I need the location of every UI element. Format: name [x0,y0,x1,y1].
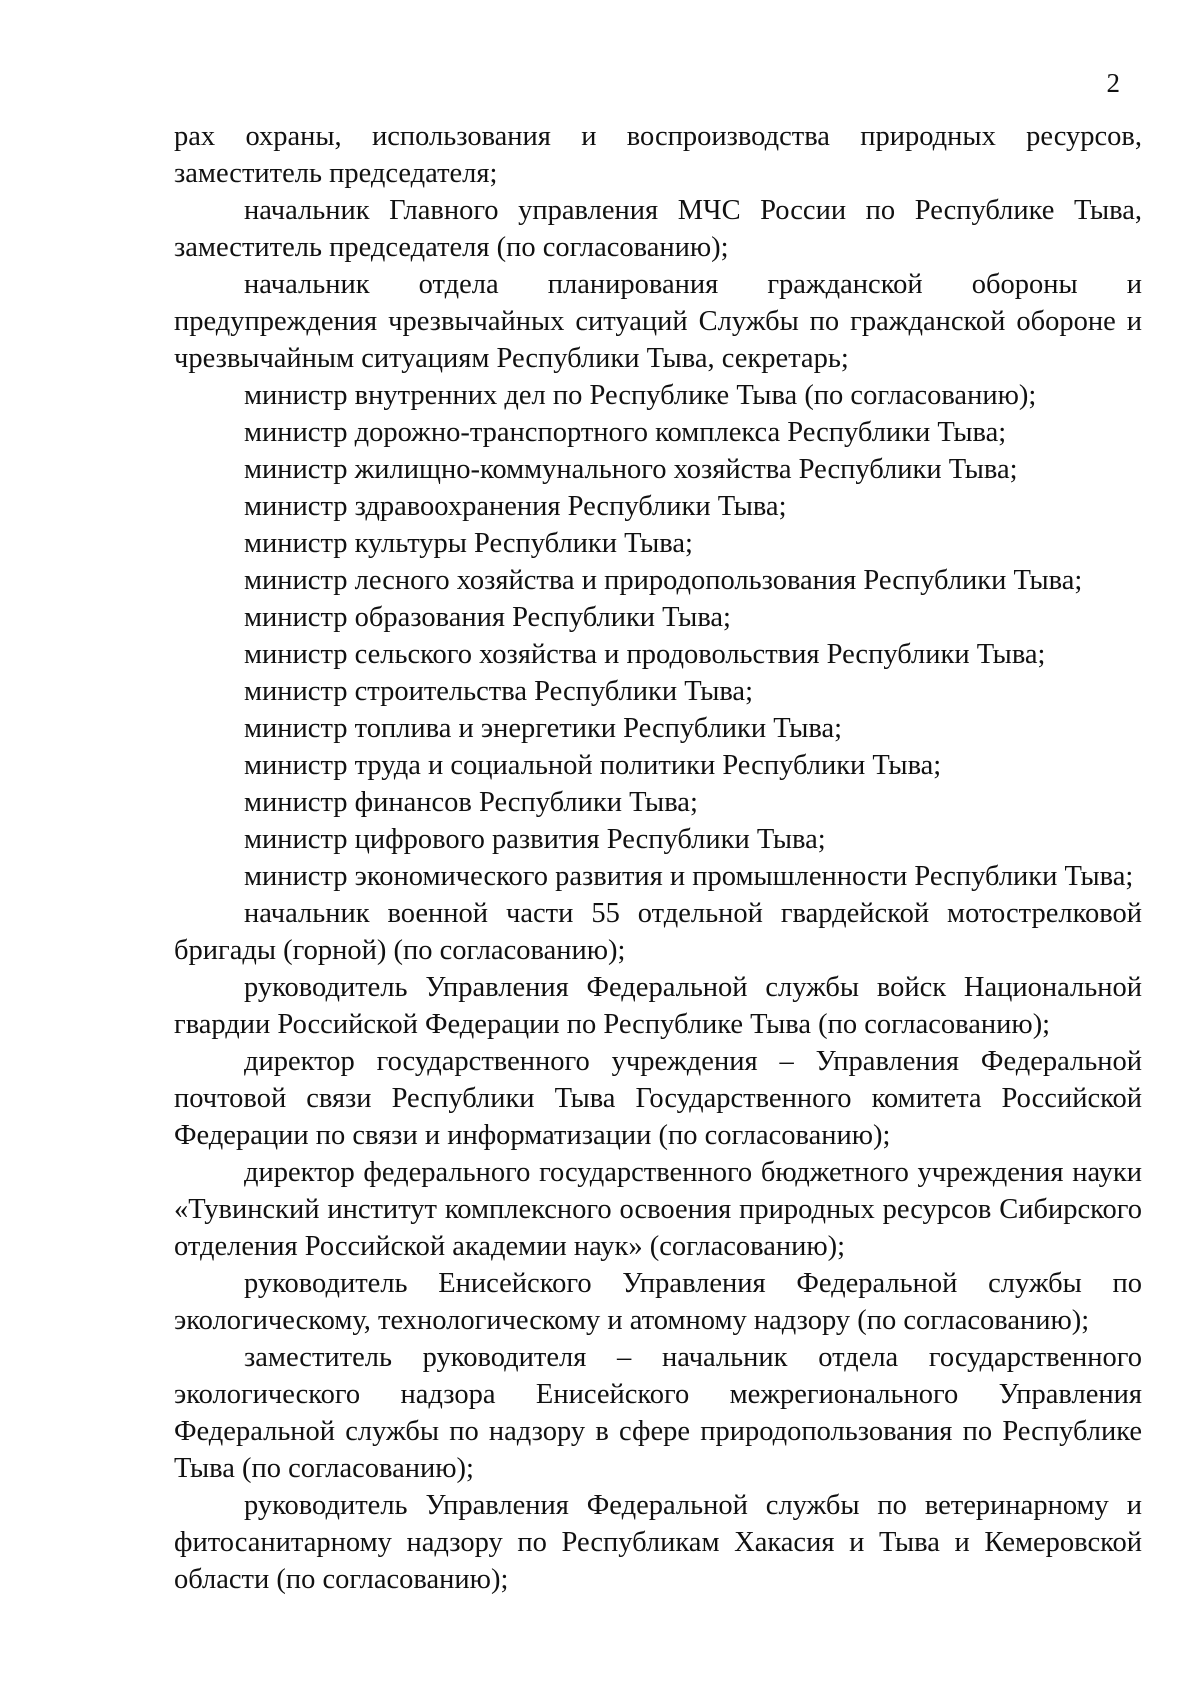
paragraph: директор федерального государственного бюджетного учреждения науки «Тувинский институт комплексного освоения природных ресурсов Сибирского отделения Российской академии наук» (согласованию); [174,1157,1142,1262]
document-body [174,118,1142,1598]
paragraph: начальник военной части 55 отдельной гвардейской мотострелковой бригады (горной) (по согласованию); [174,898,1142,966]
paragraph: министр экономического развития и промышленности Республики Тыва; [244,861,1134,892]
paragraph: начальник Главного управления МЧС России по Республике Тыва, заместитель председателя (по согласованию); [174,195,1142,263]
paragraph: министр образования Республики Тыва; [244,602,731,633]
paragraph: заместитель руководителя – начальник отдела государственного экологического надзора Енисейского межрегионального Управления Федеральной службы по надзору в сфере природопользования по Республике Тыва (по согласованию); [174,1342,1142,1484]
paragraph: министр лесного хозяйства и природопользования Республики Тыва; [244,565,1083,596]
paragraph: министр дорожно-транспортного комплекса Республики Тыва; [244,417,1007,448]
paragraph-continuation: рах охраны, использования и воспроизводства природных ресурсов, заместитель председателя; [174,121,1142,189]
paragraph: начальник отдела планирования гражданской обороны и предупреждения чрезвычайных ситуаций Службы по гражданской обороне и чрезвычайным ситуациям Республики Тыва, секретарь; [174,269,1142,374]
paragraph: директор государственного учреждения – Управления Федеральной почтовой связи Республики Тыва Государственного комитета Российской Федерации по связи и информатизации (по согласованию); [174,1046,1142,1151]
paragraph: министр культуры Республики Тыва; [244,528,693,559]
paragraph: министр строительства Республики Тыва; [244,676,753,707]
paragraph: министр финансов Республики Тыва; [244,787,698,818]
paragraph: министр топлива и энергетики Республики Тыва; [244,713,843,744]
page-number: 2 [1106,68,1120,98]
paragraph: министр внутренних дел по Республике Тыва (по согласованию); [244,380,1037,411]
paragraph: руководитель Управления Федеральной службы войск Национальной гвардии Российской Федерации по Республике Тыва (по согласованию); [174,972,1142,1040]
paragraph: министр труда и социальной политики Республики Тыва; [244,750,942,781]
paragraph: министр сельского хозяйства и продовольствия Республики Тыва; [244,639,1046,670]
paragraph: министр цифрового развития Республики Тыва; [244,824,826,855]
paragraph: министр здравоохранения Республики Тыва; [244,491,787,522]
paragraph: руководитель Управления Федеральной службы по ветеринарному и фитосанитарному надзору по Республикам Хакасия и Тыва и Кемеровской области (по согласованию); [174,1490,1142,1595]
paragraph: министр жилищно-коммунального хозяйства Республики Тыва; [244,454,1018,485]
paragraph: руководитель Енисейского Управления Федеральной службы по экологическому, технологическому и атомному надзору (по согласованию); [174,1268,1142,1336]
